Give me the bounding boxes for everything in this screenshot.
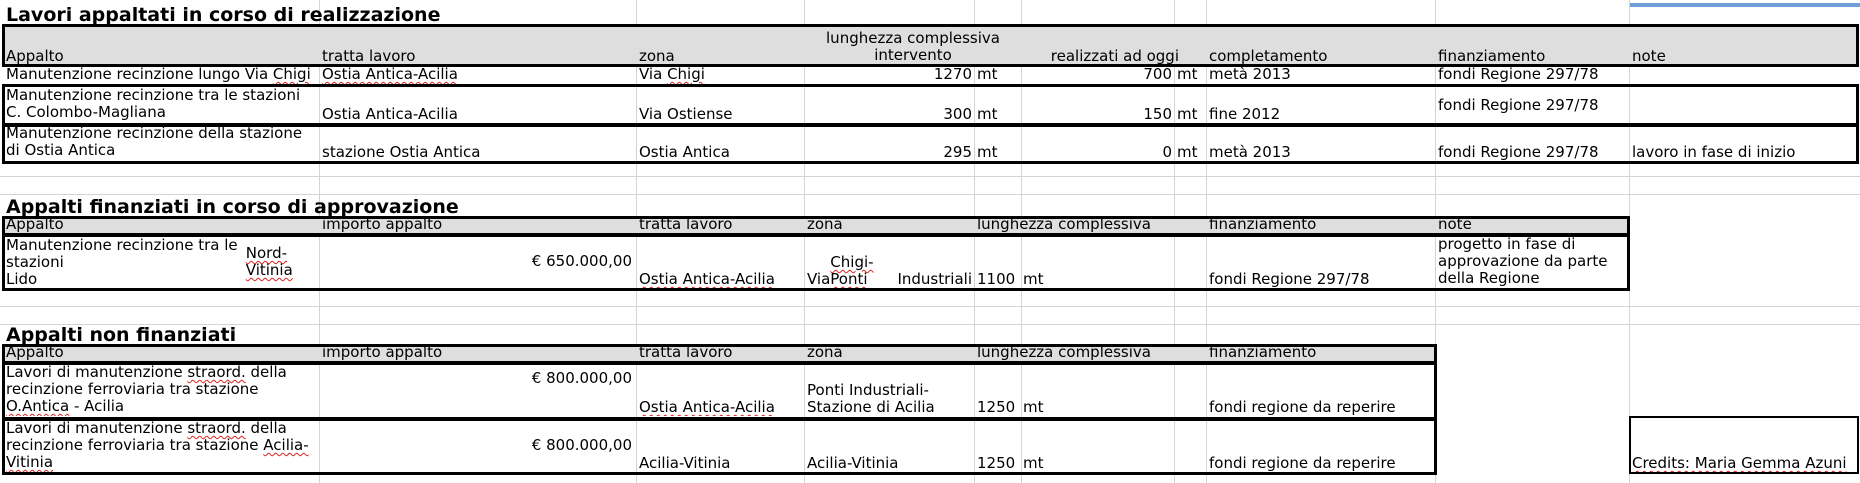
credits-cell[interactable]: Credits: Maria Gemma Azuni bbox=[1632, 454, 1847, 472]
header-lunghezza-complessiva: lunghezza complessiva bbox=[977, 216, 1151, 233]
header-lunghezza-complessiva: lunghezza complessiva intervento bbox=[826, 30, 1000, 64]
section-title-lavori-appaltati: Lavori appaltati in corso di realizzazione bbox=[6, 4, 441, 26]
header-importo-appalto: importo appalto bbox=[322, 344, 443, 361]
table-cell-tratta[interactable]: stazione Ostia Antica bbox=[322, 143, 481, 161]
table-cell-zona[interactable]: Via Ostiense bbox=[639, 105, 733, 123]
header-zona: zona bbox=[807, 344, 843, 361]
table-cell-finanziamento[interactable]: fondi Regione 297/78 bbox=[1438, 95, 1599, 114]
table-cell-importo[interactable]: € 650.000,00 bbox=[531, 251, 632, 270]
table-cell-unit[interactable]: mt bbox=[977, 143, 998, 161]
table-cell-appalto[interactable]: Manutenzione recinzione tra le stazioni C. Colombo-Magliana bbox=[6, 87, 301, 121]
table-cell-zona[interactable]: Ponti Industriali- Stazione di Acilia bbox=[807, 381, 935, 416]
table-cell-unit[interactable]: mt bbox=[1177, 143, 1198, 161]
table-cell-completamento[interactable]: metà 2013 bbox=[1209, 143, 1291, 161]
header-lunghezza-complessiva: lunghezza complessiva bbox=[977, 344, 1151, 361]
table-cell-finanziamento[interactable]: fondi Regione 297/78 bbox=[1438, 143, 1599, 161]
table-cell-appalto[interactable]: Lavori di manutenzione straord. della recinzione ferroviaria tra stazione Acilia- Vitinia bbox=[6, 420, 309, 471]
section-title-appalti-finanziati: Appalti finanziati in corso di approvazione bbox=[6, 196, 459, 218]
table-cell-unit[interactable]: mt bbox=[1023, 454, 1044, 472]
table-cell-tratta[interactable]: Acilia-Vitinia bbox=[639, 454, 731, 472]
section-title-appalti-non-finanziati: Appalti non finanziati bbox=[6, 324, 237, 346]
table-cell-importo[interactable]: € 800.000,00 bbox=[531, 370, 632, 387]
cell-selection-indicator bbox=[1630, 3, 1860, 7]
header-tratta-lavoro: tratta lavoro bbox=[322, 47, 416, 65]
header-completamento: completamento bbox=[1209, 47, 1328, 65]
table-cell-realizzati[interactable]: 150 bbox=[1143, 105, 1172, 123]
table-cell-tratta[interactable]: Ostia Antica-Acilia bbox=[322, 105, 458, 123]
table-cell-unit[interactable]: mt bbox=[1177, 105, 1198, 123]
table-cell-appalto[interactable]: Lavori di manutenzione straord. della recinzione ferroviaria tra stazione O.Antica - Acilia bbox=[6, 364, 287, 415]
header-realizzati-ad-oggi: realizzati ad oggi bbox=[1050, 47, 1179, 65]
table-cell-tratta[interactable]: Ostia Antica-Acilia bbox=[639, 270, 775, 288]
table-cell-zona[interactable]: Via Chigi-Ponti Industriali bbox=[807, 253, 972, 288]
table-cell-lunghezza[interactable]: 1100 bbox=[977, 270, 1016, 288]
table-cell-zona[interactable]: Ostia Antica bbox=[639, 143, 730, 161]
header-zona: zona bbox=[807, 216, 843, 233]
table-cell-lunghezza[interactable]: 1250 bbox=[977, 454, 1016, 472]
table-cell-unit[interactable]: mt bbox=[977, 66, 998, 83]
table-cell-unit[interactable]: mt bbox=[1023, 398, 1044, 416]
table-cell-realizzati[interactable]: 700 bbox=[1143, 66, 1172, 83]
header-finanziamento: finanziamento bbox=[1209, 344, 1317, 361]
table-cell-lunghezza[interactable]: 295 bbox=[943, 143, 972, 161]
table-cell-zona[interactable]: Acilia-Vitinia bbox=[807, 454, 899, 472]
table-cell-lunghezza[interactable]: 300 bbox=[943, 105, 972, 123]
header-finanziamento: finanziamento bbox=[1438, 47, 1546, 65]
grid-line bbox=[0, 306, 1860, 307]
header-appalto: Appalto bbox=[6, 216, 64, 233]
header-importo-appalto: importo appalto bbox=[322, 216, 443, 233]
header-tratta-lavoro: tratta lavoro bbox=[639, 344, 733, 361]
table-cell-appalto[interactable]: Manutenzione recinzione tra le stazioni Lido Nord-Vitinia bbox=[6, 236, 293, 288]
table-cell-completamento[interactable]: metà 2013 bbox=[1209, 66, 1291, 83]
table-cell-appalto[interactable]: Manutenzione recinzione lungo Via Chigi bbox=[6, 66, 311, 83]
grid-line bbox=[0, 176, 1860, 177]
header-note: note bbox=[1438, 216, 1472, 233]
table-cell-note[interactable]: progetto in fase di approvazione da parte della Regione bbox=[1438, 236, 1608, 287]
table-cell-zona[interactable]: Via Chigi bbox=[639, 66, 705, 83]
table-cell-importo[interactable]: € 800.000,00 bbox=[531, 437, 632, 454]
table-cell-note[interactable] bbox=[1630, 87, 1858, 123]
header-tratta-lavoro: tratta lavoro bbox=[639, 216, 733, 233]
table-cell-finanziamento[interactable]: fondi regione da reperire bbox=[1209, 398, 1396, 416]
table-cell-finanziamento[interactable]: fondi Regione 297/78 bbox=[1438, 66, 1599, 83]
table-cell-unit[interactable]: mt bbox=[1023, 270, 1044, 288]
table-cell-appalto[interactable]: Manutenzione recinzione della stazione di Ostia Antica bbox=[6, 125, 303, 159]
table-cell-unit[interactable]: mt bbox=[1177, 66, 1198, 83]
table-cell-realizzati[interactable]: 0 bbox=[1162, 143, 1172, 161]
header-zona: zona bbox=[639, 47, 675, 65]
header-appalto: Appalto bbox=[6, 344, 64, 361]
grid-line bbox=[0, 194, 1860, 195]
table-cell-note[interactable] bbox=[1630, 66, 1858, 85]
header-appalto: Appalto bbox=[6, 47, 64, 65]
table-cell-lunghezza[interactable]: 1270 bbox=[933, 66, 972, 83]
header-note: note bbox=[1632, 47, 1666, 65]
header-finanziamento: finanziamento bbox=[1209, 216, 1317, 233]
table-cell-finanziamento[interactable]: fondi Regione 297/78 bbox=[1209, 270, 1370, 288]
table-cell-tratta[interactable]: Ostia Antica-Acilia bbox=[322, 66, 458, 83]
table-cell-note[interactable]: lavoro in fase di inizio bbox=[1632, 143, 1796, 161]
table-cell-completamento[interactable]: fine 2012 bbox=[1209, 105, 1281, 123]
table-cell-finanziamento[interactable]: fondi regione da reperire bbox=[1209, 454, 1396, 472]
table-cell-lunghezza[interactable]: 1250 bbox=[977, 398, 1016, 416]
table-cell-tratta[interactable]: Ostia Antica-Acilia bbox=[639, 398, 775, 416]
table-cell-unit[interactable]: mt bbox=[977, 105, 998, 123]
